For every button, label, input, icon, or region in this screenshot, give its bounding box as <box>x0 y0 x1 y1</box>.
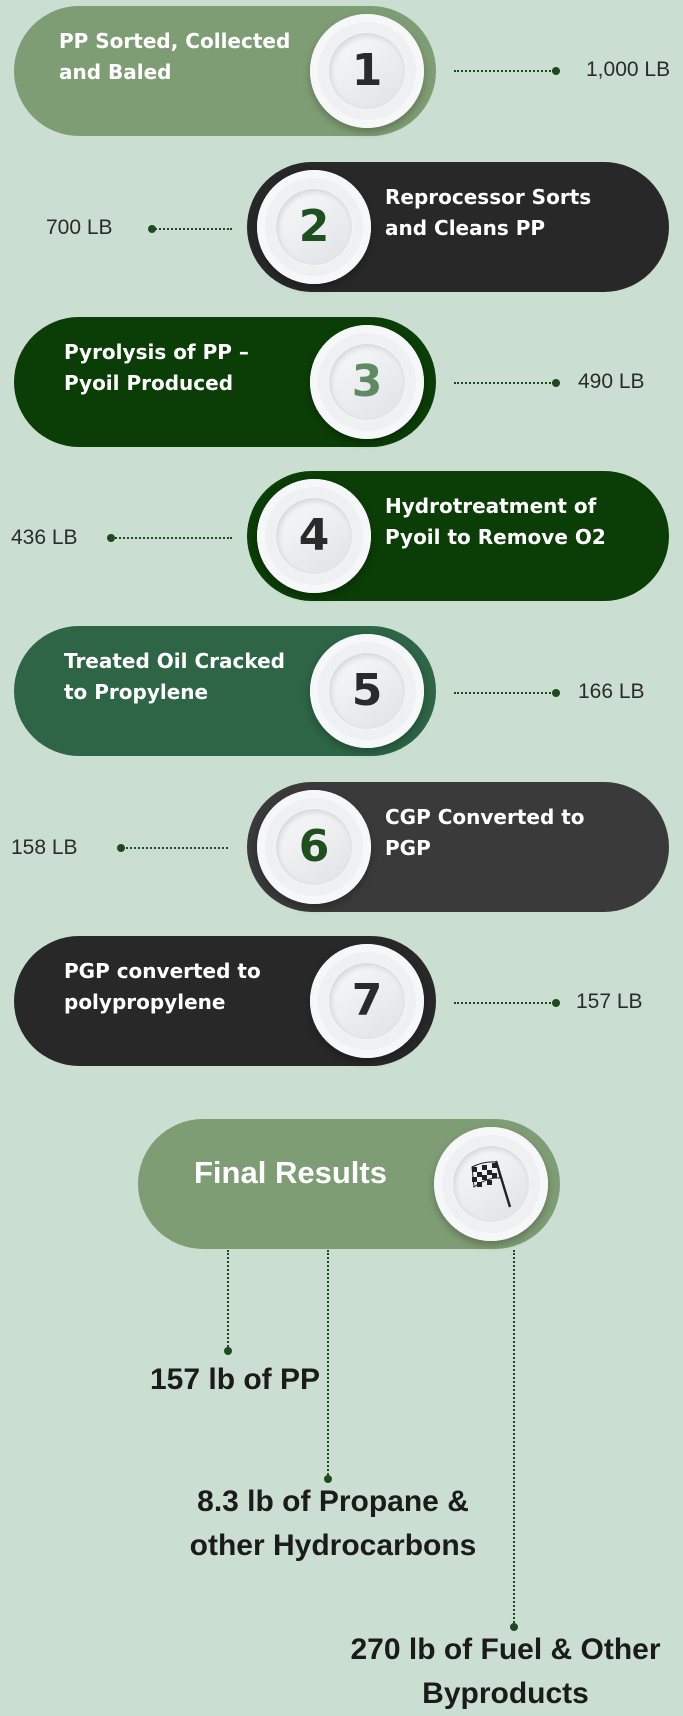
step-2-number: 2 <box>298 201 330 252</box>
checkered-flag-icon <box>466 1157 516 1211</box>
step-1-connector <box>454 70 554 72</box>
step-5-label: Treated Oil Cracked to Propylene <box>64 649 285 704</box>
step-5-connector-dot <box>552 689 560 697</box>
step-2-connector <box>152 228 232 230</box>
step-5-badge <box>310 634 424 748</box>
step-1-number: 1 <box>351 45 383 96</box>
step-6-weight: 158 LB <box>11 836 78 859</box>
final-results-title: Final Results <box>194 1155 387 1190</box>
step-4-weight: 436 LB <box>11 526 78 549</box>
step-7-connector <box>454 1002 554 1004</box>
step-6-pill <box>247 782 669 912</box>
step-6-label: CGP Converted to PGP <box>385 805 585 860</box>
step-1-weight: 1,000 LB <box>586 58 671 81</box>
step-1-badge <box>310 14 424 128</box>
step-3-pill <box>14 317 436 447</box>
step-3-connector-dot <box>552 379 560 387</box>
step-7-weight: 157 LB <box>576 990 643 1013</box>
step-5-number: 5 <box>351 665 383 716</box>
step-2-badge <box>257 170 371 284</box>
step-2-label: Reprocessor Sorts and Cleans PP <box>385 185 592 240</box>
result-3-text: 270 lb of Fuel & Other Byproducts <box>350 1633 661 1710</box>
result-2-text: 8.3 lb of Propane & other Hydrocarbons <box>189 1485 477 1562</box>
step-2-weight: 700 LB <box>46 216 113 239</box>
final-results-pill <box>138 1119 560 1249</box>
final-results-badge <box>434 1127 548 1241</box>
step-7-badge <box>310 944 424 1058</box>
step-4-pill <box>247 471 669 601</box>
step-6-connector <box>122 847 228 849</box>
step-3-connector <box>454 382 554 384</box>
step-7-label: PGP converted to polypropylene <box>64 959 261 1014</box>
step-2-pill <box>247 162 669 292</box>
step-3-label: Pyrolysis of PP – Pyoil Produced <box>64 340 249 395</box>
step-7-pill <box>14 936 436 1066</box>
step-1-pill <box>14 6 436 136</box>
step-3-badge <box>310 325 424 439</box>
step-1-connector-dot <box>552 67 560 75</box>
step-5-connector <box>454 692 554 694</box>
step-7-connector-dot <box>552 999 560 1007</box>
step-6-number: 6 <box>298 821 330 872</box>
result-3-connector <box>513 1250 515 1626</box>
step-1-label: PP Sorted, Collected and Baled <box>59 29 291 84</box>
step-3-number: 3 <box>351 356 383 407</box>
step-3-weight: 490 LB <box>578 370 645 393</box>
step-4-number: 4 <box>298 510 330 561</box>
step-6-badge <box>257 790 371 904</box>
step-5-weight: 166 LB <box>578 680 645 703</box>
step-7-number: 7 <box>351 975 383 1026</box>
result-1-connector-dot <box>224 1347 232 1355</box>
step-4-label: Hydrotreatment of Pyoil to Remove O2 <box>385 494 606 549</box>
result-1-text: 157 lb of PP <box>149 1363 321 1396</box>
step-4-connector <box>112 537 232 539</box>
step-5-pill <box>14 626 436 756</box>
result-1-connector <box>227 1250 229 1350</box>
step-4-badge <box>257 479 371 593</box>
